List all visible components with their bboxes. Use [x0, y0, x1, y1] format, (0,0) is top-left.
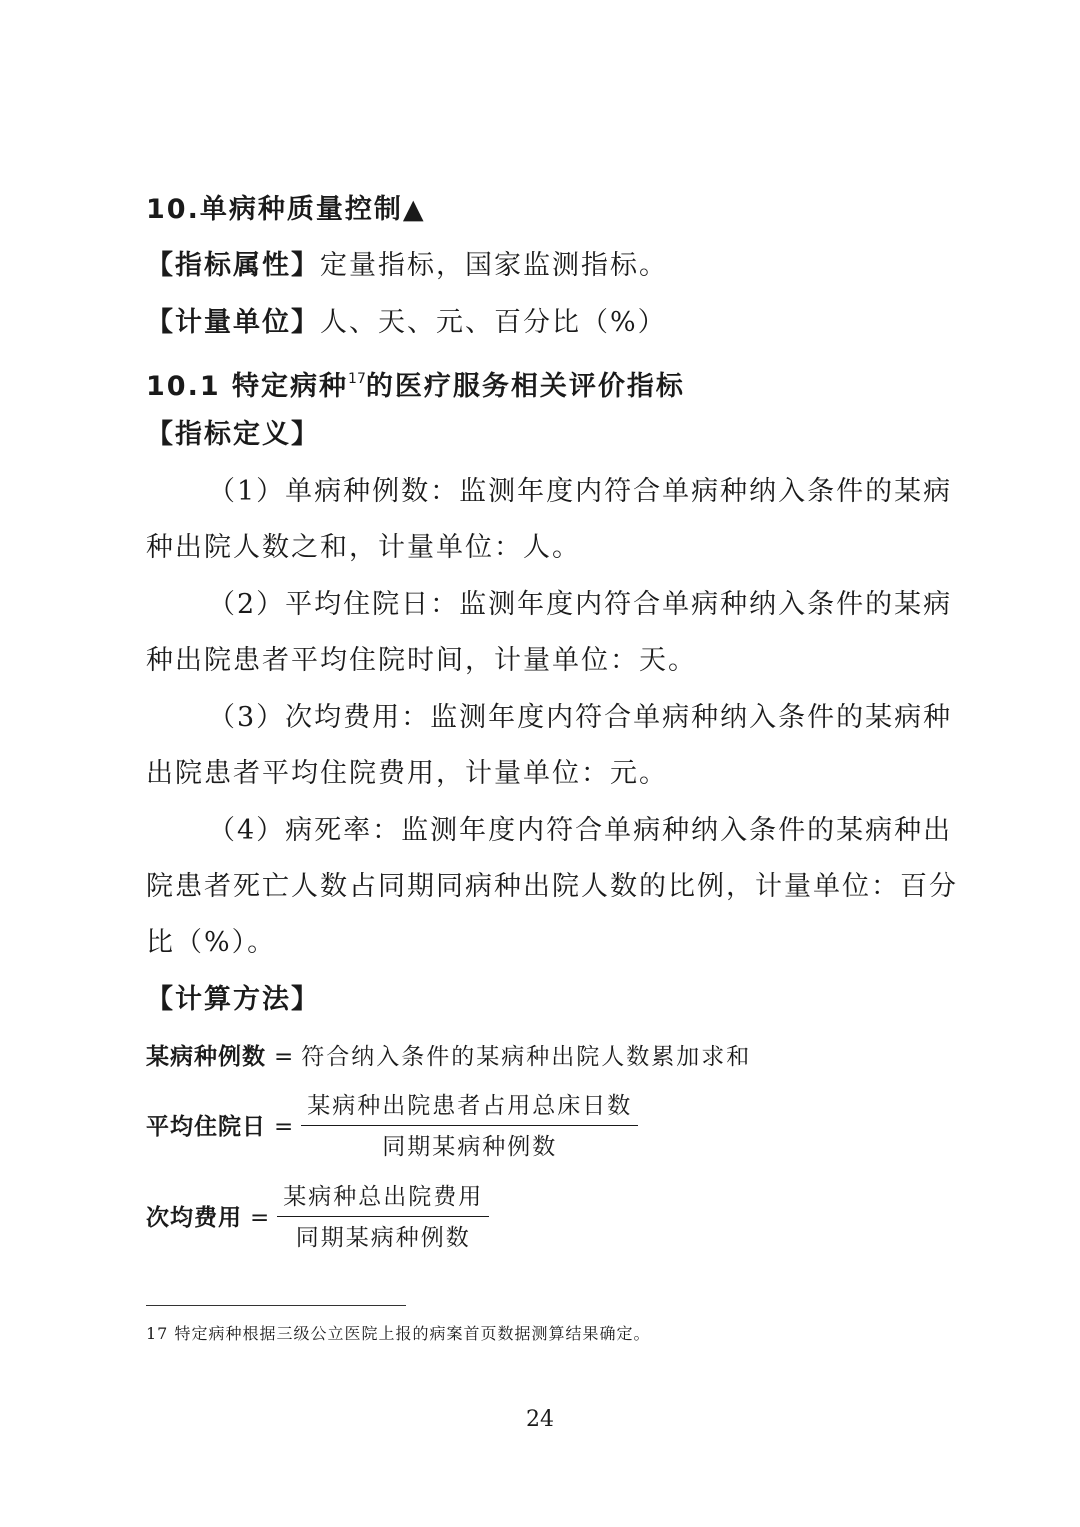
unit-label: 【计量单位】	[146, 307, 320, 338]
formula-average-stay-lhs: 平均住院日	[146, 1113, 266, 1140]
sub-heading-text: 10.1 特定病种	[146, 371, 349, 402]
formula-average-cost	[146, 1182, 489, 1253]
fraction-numerator: 某病种出院患者占用总床日数	[301, 1091, 638, 1126]
definition-4-line-1: （4）病死率：监测年度内符合单病种纳入条件的某病种出	[208, 815, 953, 846]
definition-1-line-2: 种出院人数之和，计量单位：人。	[146, 532, 581, 563]
formula-cases-rhs: 符合纳入条件的某病种出院人数累加求和	[301, 1044, 752, 1070]
attribute-line	[146, 246, 668, 286]
definition-3-line-2: 出院患者平均住院费用，计量单位：元。	[146, 758, 668, 789]
definition-2-line-1: （2）平均住院日：监测年度内符合单病种纳入条件的某病	[208, 589, 953, 620]
attribute-label: 【指标属性】	[146, 250, 320, 281]
equals-sign: =	[274, 1044, 294, 1070]
definition-4-line-3: 比（%）。	[146, 927, 277, 958]
footnote-ref: 17	[348, 371, 366, 387]
definition-1-line-1: （1）单病种例数：监测年度内符合单病种纳入条件的某病	[208, 476, 953, 507]
attribute-value: 定量指标，国家监测指标。	[320, 250, 668, 281]
footnote: 17 特定病种根据三级公立医院上报的病案首页数据测算结果确定。	[146, 1324, 651, 1343]
equals-sign: =	[274, 1113, 294, 1140]
fraction-numerator: 某病种总出院费用	[277, 1182, 489, 1217]
page-number: 24	[526, 1407, 554, 1432]
formula-cases-lhs: 某病种例数	[146, 1044, 266, 1070]
fraction-denominator: 同期某病种例数	[382, 1134, 558, 1160]
unit-line	[146, 303, 667, 343]
fraction	[277, 1182, 489, 1253]
unit-value: 人、天、元、百分比（%）	[320, 307, 667, 338]
sub-heading-text-rest: 的医疗服务相关评价指标	[365, 371, 685, 402]
definition-2-line-2: 种出院患者平均住院时间，计量单位：天。	[146, 645, 697, 676]
footnote-divider	[146, 1305, 406, 1306]
definition-label: 【指标定义】	[146, 419, 320, 450]
definition-4-line-2: 院患者死亡人数占同期同病种出院人数的比例，计量单位：百分	[146, 871, 958, 902]
fraction-denominator: 同期某病种例数	[295, 1225, 471, 1251]
section-heading: 10.单病种质量控制▲	[146, 194, 426, 225]
definition-3-line-1: （3）次均费用：监测年度内符合单病种纳入条件的某病种	[208, 702, 953, 733]
calculation-label: 【计算方法】	[146, 984, 320, 1015]
sub-heading	[146, 359, 685, 407]
formula-average-cost-lhs: 次均费用	[146, 1204, 242, 1231]
formula-cases	[146, 1042, 751, 1072]
fraction	[301, 1091, 638, 1162]
equals-sign: =	[250, 1204, 270, 1231]
formula-average-stay	[146, 1091, 638, 1162]
